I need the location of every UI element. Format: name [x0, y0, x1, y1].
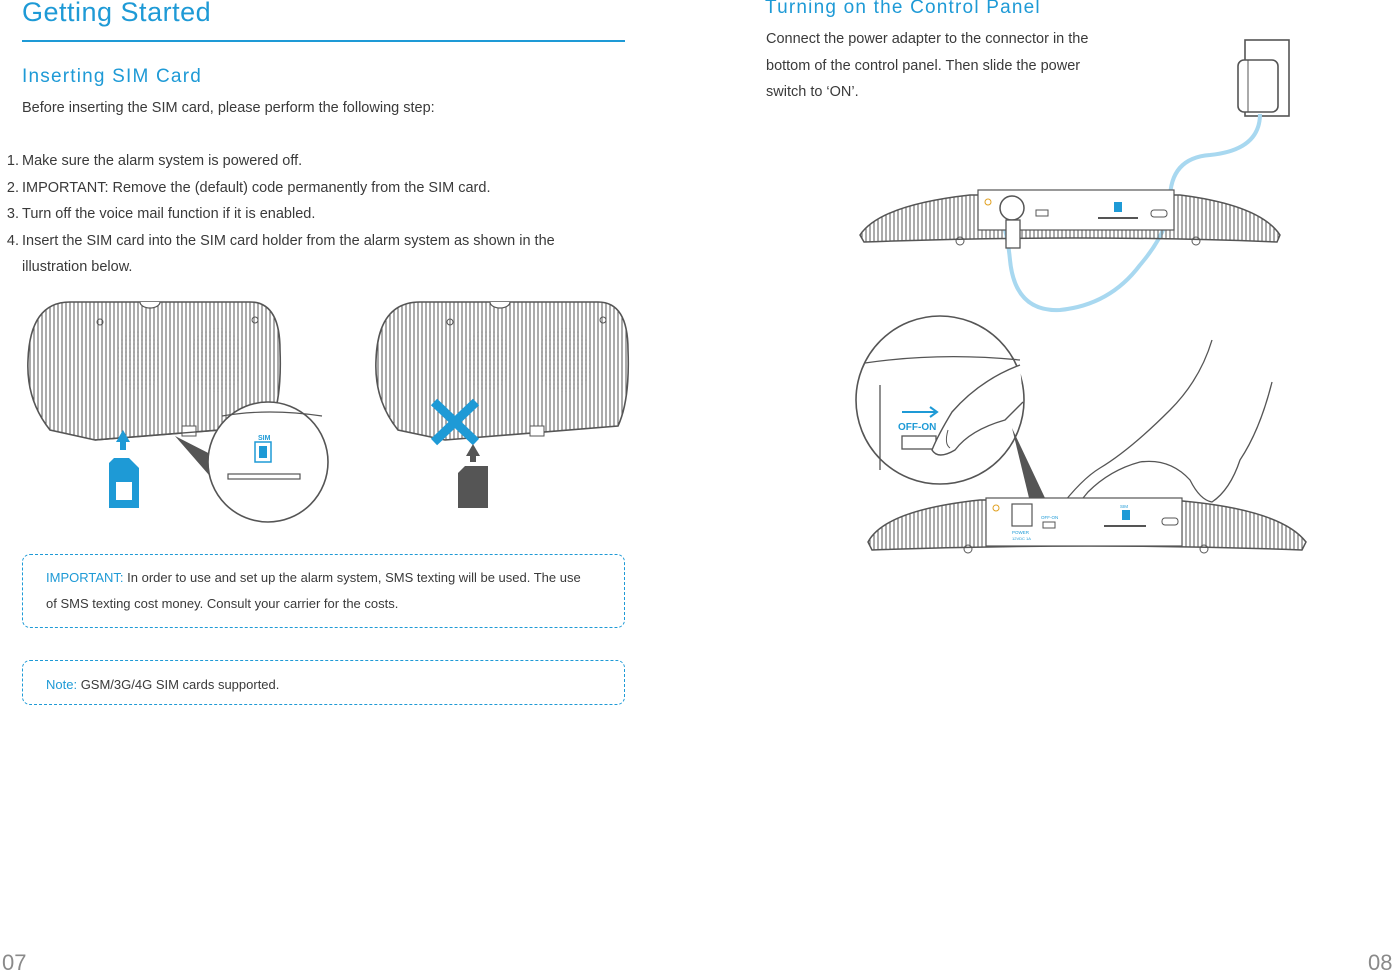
sim-card-gray-icon	[458, 466, 488, 508]
section-title-sim: Inserting SIM Card	[22, 66, 202, 87]
list-item: 3. Turn off the voice mail function if it is enabled.	[6, 206, 316, 222]
page-title: Getting Started	[22, 0, 212, 27]
page-number-left: 07	[2, 950, 27, 975]
section-title-power: Turning on the Control Panel	[765, 0, 1041, 18]
power-adapter	[1238, 40, 1289, 116]
arrow-up-icon	[466, 444, 480, 462]
steps-list	[6, 148, 622, 281]
list-item: 1. Make sure the alarm system is powered off.	[6, 153, 303, 169]
switch-label: OFF-ON	[898, 422, 937, 433]
title-rule	[22, 40, 625, 42]
sim-slot-zoom	[208, 402, 328, 522]
hand-illustration	[1053, 340, 1272, 522]
list-item: 2. IMPORTANT: Remove the (default) code permanently from the SIM card.	[6, 179, 491, 196]
page-number-right: 08	[1368, 950, 1392, 975]
panel-power-label: POWER	[1012, 530, 1030, 535]
switch-zoom	[856, 316, 1024, 484]
panel-switch-label: OFF-ON	[1041, 515, 1059, 520]
sim-insertion-illustration	[0, 290, 640, 530]
list-item: 4. Insert the SIM card into the SIM card holder from the alarm system as shown in the illustration below.	[6, 232, 555, 275]
alarm-device-incorrect	[376, 302, 628, 440]
power-on-illustration	[840, 30, 1320, 570]
important-text: IMPORTANT: In order to use and set up the alarm system, SMS texting will be used. The use of SMS texting cost money. Consult your carrier for the costs.	[46, 570, 581, 611]
intro-text: Before inserting the SIM card, please perform the following step:	[22, 100, 435, 116]
panel-power-spec: 12VDC 1A	[1012, 536, 1031, 541]
panel-sim-label: SIM	[1120, 504, 1129, 509]
sim-card-icon	[109, 458, 139, 508]
note-text: Note: GSM/3G/4G SIM cards supported.	[46, 677, 280, 692]
power-instructions: Connect the power adapter to the connector in the bottom of the control panel. Then slide the power switch to ‘ON’.	[766, 31, 1089, 100]
control-panel-top	[860, 190, 1280, 248]
control-panel-bottom	[868, 498, 1306, 553]
sim-label: SIM	[258, 435, 271, 442]
